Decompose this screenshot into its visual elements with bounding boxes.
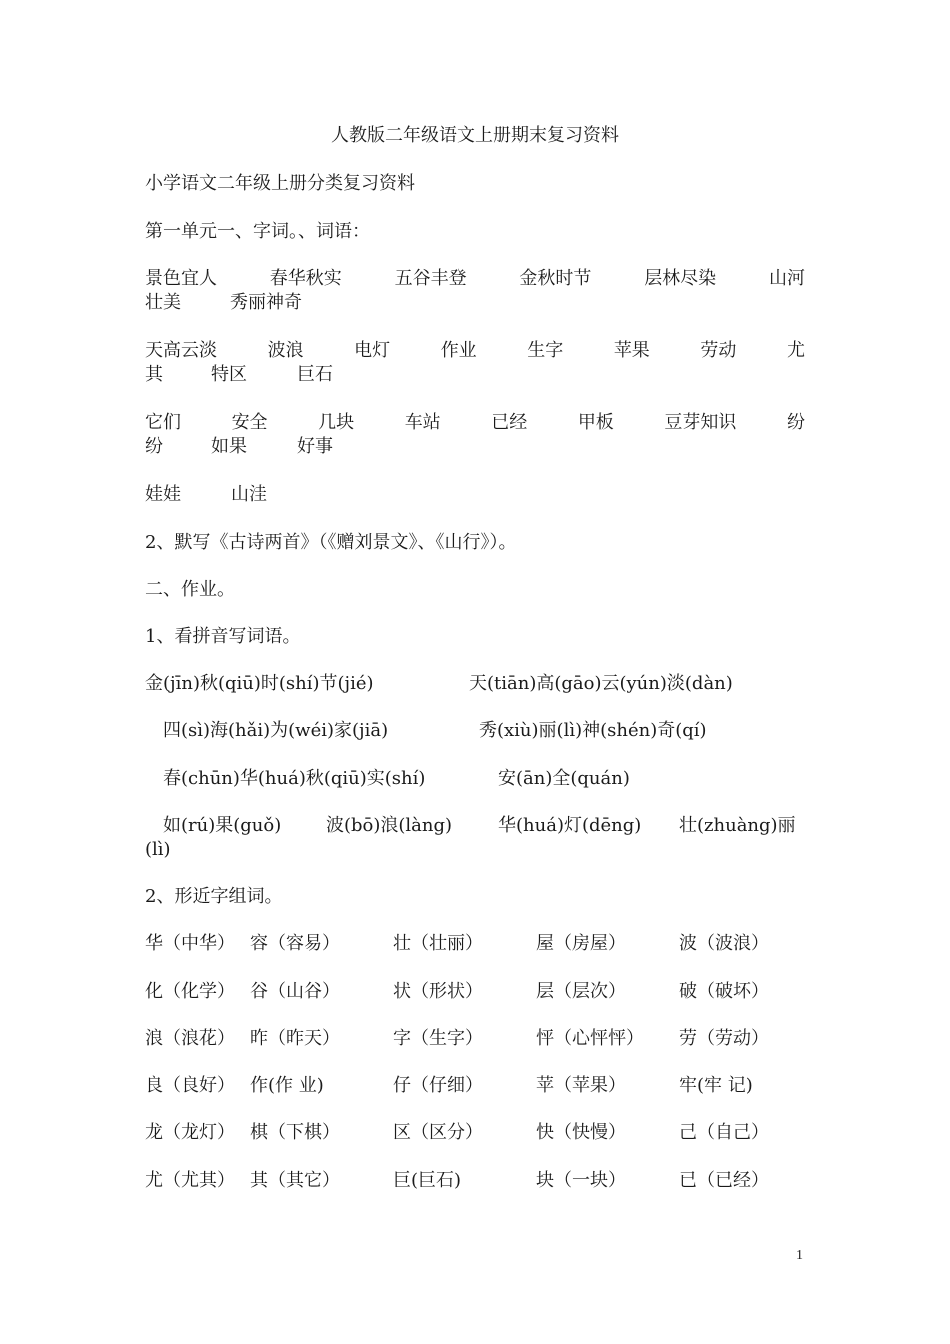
shape-cell: 其（其它） <box>250 1170 340 1191</box>
words-row-1 <box>145 267 805 291</box>
shape-cell: 龙（龙灯） <box>145 1122 235 1143</box>
pinyin-row-3 <box>163 767 823 791</box>
word: 秀丽神奇 <box>230 292 302 313</box>
word: 景色宜人 <box>145 268 217 289</box>
word: 苹果 <box>613 340 650 361</box>
pinyin-row-4 <box>163 814 823 838</box>
pinyin-item: 秀(xiù)丽(lì)神(shén)奇(qí) <box>479 720 707 741</box>
word: 甲板 <box>577 412 614 433</box>
pinyin-item: 华(huá)灯(dēng) <box>498 815 642 836</box>
words-row-2 <box>145 339 805 363</box>
shape-cell: 状（形状） <box>393 981 483 1002</box>
shape-cell: 块（一块） <box>536 1170 626 1191</box>
shape-cell: 区（区分） <box>393 1122 483 1143</box>
word: 春华秋实 <box>269 268 342 289</box>
pinyin-heading: 1、看拼音写词语。 <box>145 626 301 647</box>
word: 波浪 <box>267 340 304 361</box>
words-row-2-wrap <box>145 363 805 387</box>
shape-cell: 良（良好） <box>145 1075 235 1096</box>
pinyin-item: 安(ān)全(quán) <box>498 768 630 789</box>
shape-cell: 化（化学） <box>145 981 235 1002</box>
word: 安全 <box>231 412 268 433</box>
shape-cell: 波（波浪） <box>679 933 769 954</box>
pinyin-item: 天(tiān)高(gāo)云(yún)淡(dàn) <box>469 673 733 694</box>
word: 尤 <box>786 340 805 361</box>
shape-cell: 容（容易） <box>250 933 340 954</box>
word: 山河 <box>768 268 805 289</box>
pinyin-row-4-wrap: (lì) <box>145 839 171 860</box>
shape-cell: 苹（苹果） <box>536 1075 626 1096</box>
shape-cell: 屋（房屋） <box>536 933 626 954</box>
shape-cell: 劳（劳动） <box>679 1028 769 1049</box>
words-row-4 <box>145 483 805 507</box>
word: 山洼 <box>231 484 267 505</box>
shape-cell: 谷（山谷） <box>250 981 340 1002</box>
pinyin-item: 波(bō)浪(làng) <box>326 815 453 836</box>
word: 它们 <box>145 412 181 433</box>
word: 纷 <box>145 436 163 457</box>
word: 其 <box>145 364 163 385</box>
word: 好事 <box>297 436 333 457</box>
shape-cell: 壮（壮丽） <box>393 933 483 954</box>
word: 巨石 <box>297 364 333 385</box>
document-subtitle: 小学语文二年级上册分类复习资料 <box>145 173 415 194</box>
shape-cell: 作(作 业) <box>250 1075 324 1096</box>
shape-cell: 已（已经） <box>679 1170 769 1191</box>
shape-row <box>145 932 805 956</box>
shape-row <box>145 1169 805 1193</box>
section-two-heading: 二、作业。 <box>145 579 235 600</box>
shape-row <box>145 1074 805 1098</box>
shape-cell: 仔（仔细） <box>393 1075 483 1096</box>
word: 劳动 <box>700 340 737 361</box>
shape-row <box>145 980 805 1004</box>
shape-row <box>145 1121 805 1145</box>
words-row-3 <box>145 411 805 435</box>
word: 如果 <box>211 436 247 457</box>
word: 纷 <box>786 412 805 433</box>
unit1-heading: 第一单元一、字词。、词语： <box>145 221 370 242</box>
poem-instruction: 2、默写《古诗两首》（《赠刘景文》、《山行》）。 <box>145 532 517 553</box>
shape-cell: 华（中华） <box>145 933 235 954</box>
shape-cell: 己（自己） <box>679 1122 769 1143</box>
shape-row <box>145 1027 805 1051</box>
pinyin-item: 四(sì)海(hǎi)为(wéi)家(jiā) <box>163 720 389 741</box>
word: 作业 <box>440 340 477 361</box>
word: 金秋时节 <box>519 268 592 289</box>
shape-cell: 尤（尤其） <box>145 1170 235 1191</box>
shape-cell: 快（快慢） <box>536 1122 626 1143</box>
shape-cell: 棋（下棋） <box>250 1122 340 1143</box>
pinyin-row-1 <box>145 672 805 696</box>
pinyin-item: 金(jīn)秋(qiū)时(shí)节(jié) <box>145 673 374 694</box>
page-number: 1 <box>796 1248 803 1263</box>
word: 已经 <box>491 412 528 433</box>
document-title: 人教版二年级语文上册期末复习资料 <box>331 125 619 146</box>
shape-cell: 巨(巨石) <box>393 1170 462 1191</box>
word: 层林尽染 <box>644 268 717 289</box>
shape-heading: 2、形近字组词。 <box>145 886 283 907</box>
word: 几块 <box>318 412 355 433</box>
shape-cell: 牢(牢 记) <box>679 1075 753 1096</box>
words-row-1-wrap <box>145 291 805 315</box>
pinyin-item: 春(chūn)华(huá)秋(qiū)实(shí) <box>163 768 426 789</box>
shape-cell: 浪（浪花） <box>145 1028 235 1049</box>
word: 五谷丰登 <box>394 268 467 289</box>
pinyin-row-2 <box>163 719 823 743</box>
shape-cell: 昨（昨天） <box>250 1028 340 1049</box>
word: 豆芽知识 <box>664 412 737 433</box>
pinyin-item: 壮(zhuàng)丽 <box>679 815 796 836</box>
word: 娃娃 <box>145 484 181 505</box>
shape-cell: 破（破坏） <box>679 981 769 1002</box>
word: 车站 <box>404 412 441 433</box>
shape-cell: 层（层次） <box>536 981 626 1002</box>
word: 生字 <box>527 340 564 361</box>
word: 特区 <box>211 364 247 385</box>
word: 天高云淡 <box>145 340 217 361</box>
word: 壮美 <box>145 292 181 313</box>
shape-cell: 怦（心怦怦） <box>536 1028 644 1049</box>
pinyin-item: 如(rú)果(guǒ) <box>163 815 282 836</box>
word: 电灯 <box>354 340 391 361</box>
shape-cell: 字（生字） <box>393 1028 483 1049</box>
words-row-3-wrap <box>145 435 805 459</box>
